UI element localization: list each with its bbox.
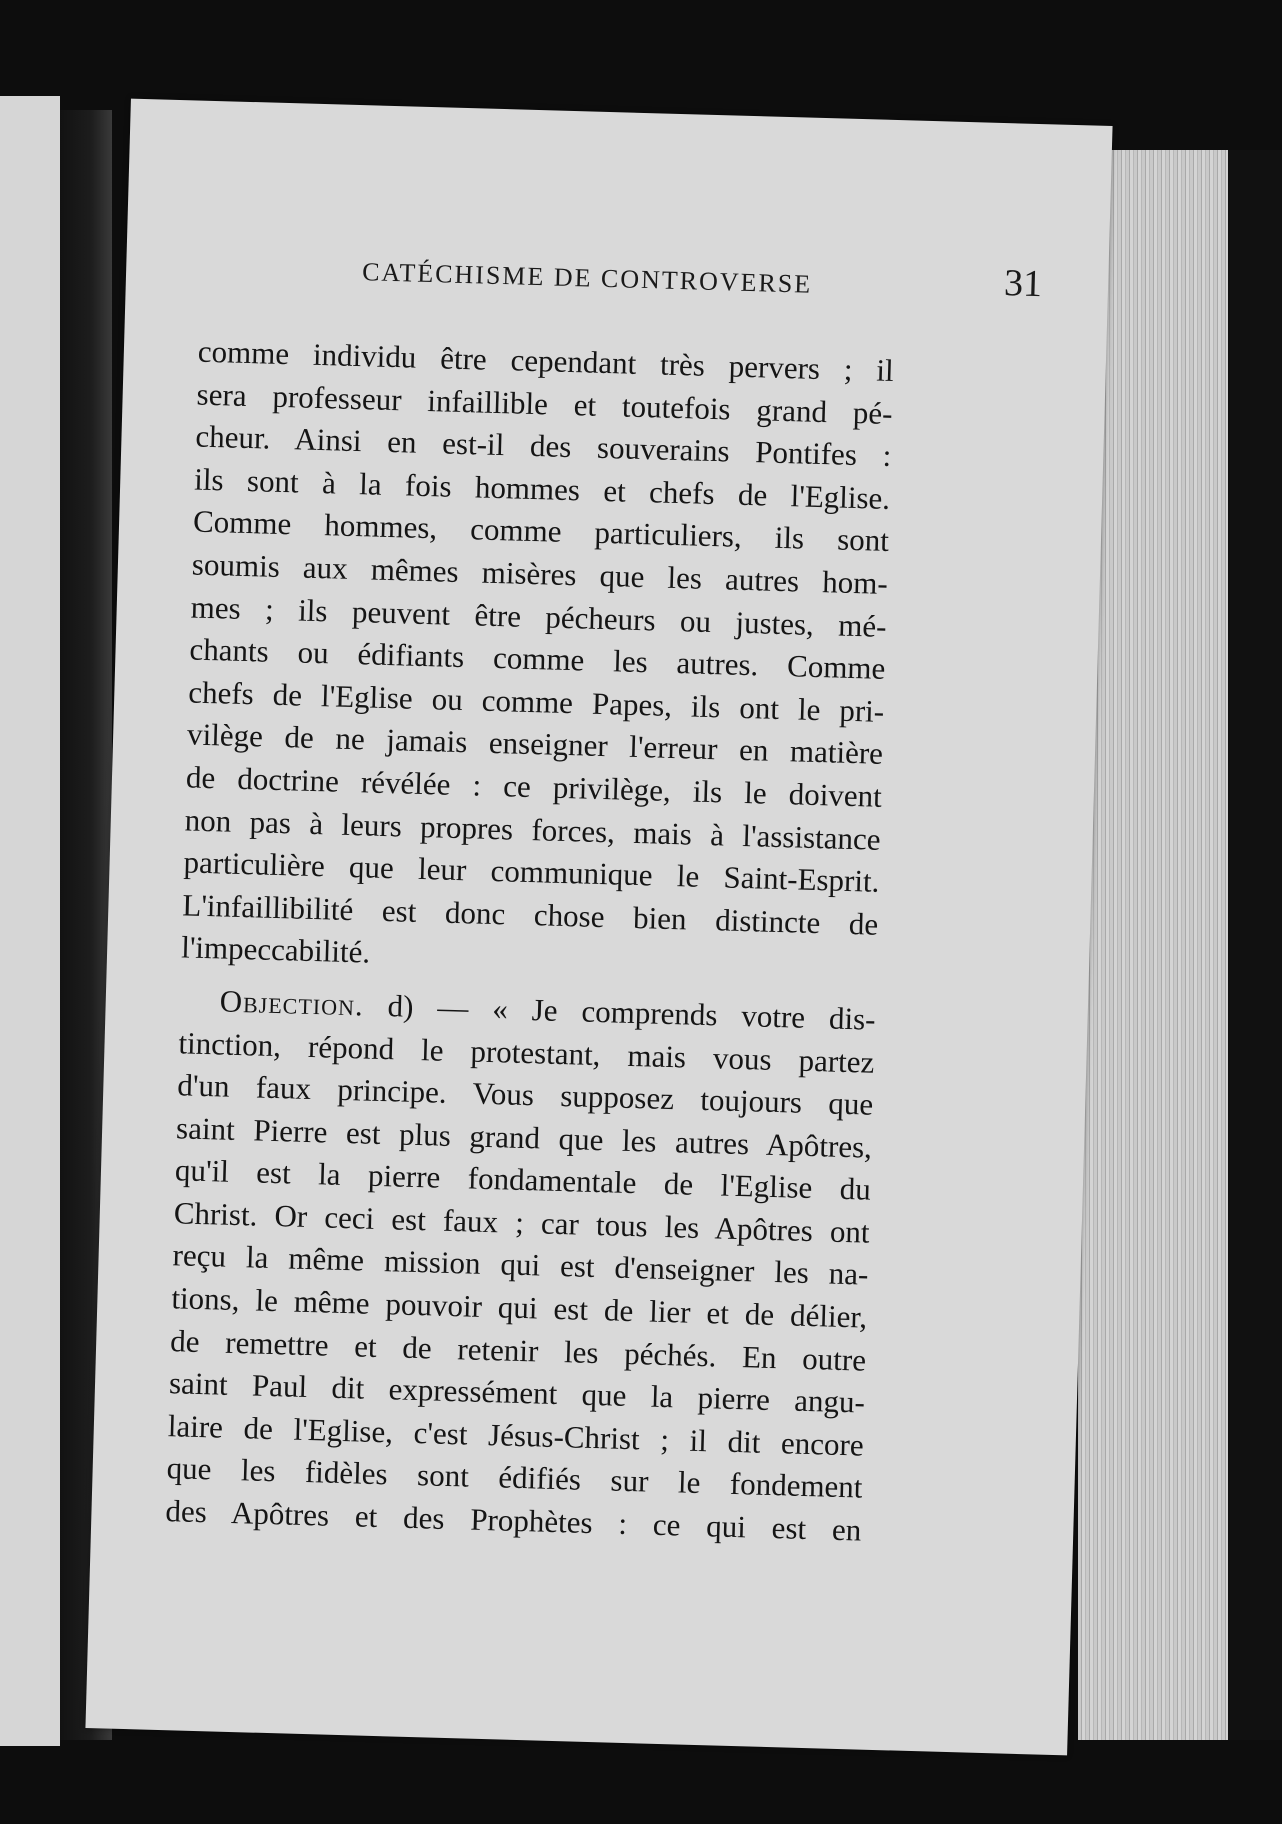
- text-line: saint Pierre est plus grand que les autres Apôtres,: [175, 1109, 873, 1165]
- text-line: qu'il est la pierre fondamentale de l'Eglise du: [174, 1152, 872, 1207]
- page-number: 31: [1003, 262, 1043, 306]
- text-line: L'infaillibilité est donc chose bien distincte de: [181, 887, 879, 942]
- text-line: reçu la même mission qui est d'enseigner les na-: [172, 1237, 869, 1293]
- text-line: chefs de l'Eglise ou comme Papes, ils ont le pri-: [187, 674, 885, 729]
- paragraph-objection: [165, 979, 876, 1552]
- text-line: l'impeccabilité.: [180, 929, 371, 970]
- text-line: ils sont à la fois hommes et chefs de l'Eglise.: [193, 461, 891, 516]
- objection-label: Objection.: [219, 983, 365, 1023]
- page-header: [361, 243, 1043, 332]
- text-line: Christ. Or ceci est faux ; car tous les Apôtres ont: [173, 1195, 871, 1250]
- background-shadow: [1228, 150, 1282, 1740]
- text-line: vilège de ne jamais enseigner l'erreur en matière: [186, 716, 884, 772]
- text-line: comme individu être cependant très pervers ; il: [197, 333, 895, 389]
- text-line: non pas à leurs propres forces, mais à l'assistance: [184, 801, 882, 857]
- paragraph-1: [181, 331, 895, 989]
- book-page: [85, 99, 1112, 1756]
- text-line: particulière que leur communique le Saint-Esprit.: [183, 844, 880, 899]
- running-title: CATÉCHISME DE CONTROVERSE: [361, 257, 813, 299]
- text-line: de remettre et de retenir les péchés. En outre: [169, 1322, 867, 1378]
- objection-first-line-text: d) — « Je comprends votre dis-: [363, 987, 877, 1037]
- text-line: de doctrine révélée : ce privilège, ils le doivent: [185, 759, 883, 814]
- text-line: saint Paul dit expressément que la pierre angu-: [168, 1365, 866, 1420]
- text-line: tions, le même pouvoir qui est de lier et de délier,: [170, 1280, 868, 1335]
- text-line: d'un faux principe. Vous supposez toujours que: [176, 1067, 874, 1122]
- text-line: laire de l'Eglise, c'est Jésus-Christ ; il dit encore: [167, 1408, 865, 1463]
- page-body: [165, 331, 894, 1553]
- text-line: cheur. Ainsi en est-il des souverains Pontifes :: [195, 418, 892, 474]
- text-line: mes ; ils peuvent être pécheurs ou justes, mé-: [190, 589, 888, 644]
- text-line: chants ou édifiants comme les autres. Comme: [189, 631, 886, 687]
- text-line: des Apôtres et des Prophètes : ce qui est en: [165, 1493, 862, 1548]
- text-line: tinction, répond le protestant, mais vous partez: [178, 1024, 875, 1080]
- text-line: sera professeur infaillible et toutefois grand pé-: [196, 376, 893, 431]
- previous-page-edge: [0, 96, 60, 1746]
- text-line: soumis aux mêmes misères que les autres hom-: [191, 546, 889, 601]
- text-line: Comme hommes, comme particuliers, ils sont: [192, 503, 890, 559]
- text-line: que les fidèles sont édifiés sur le fondement: [166, 1450, 863, 1506]
